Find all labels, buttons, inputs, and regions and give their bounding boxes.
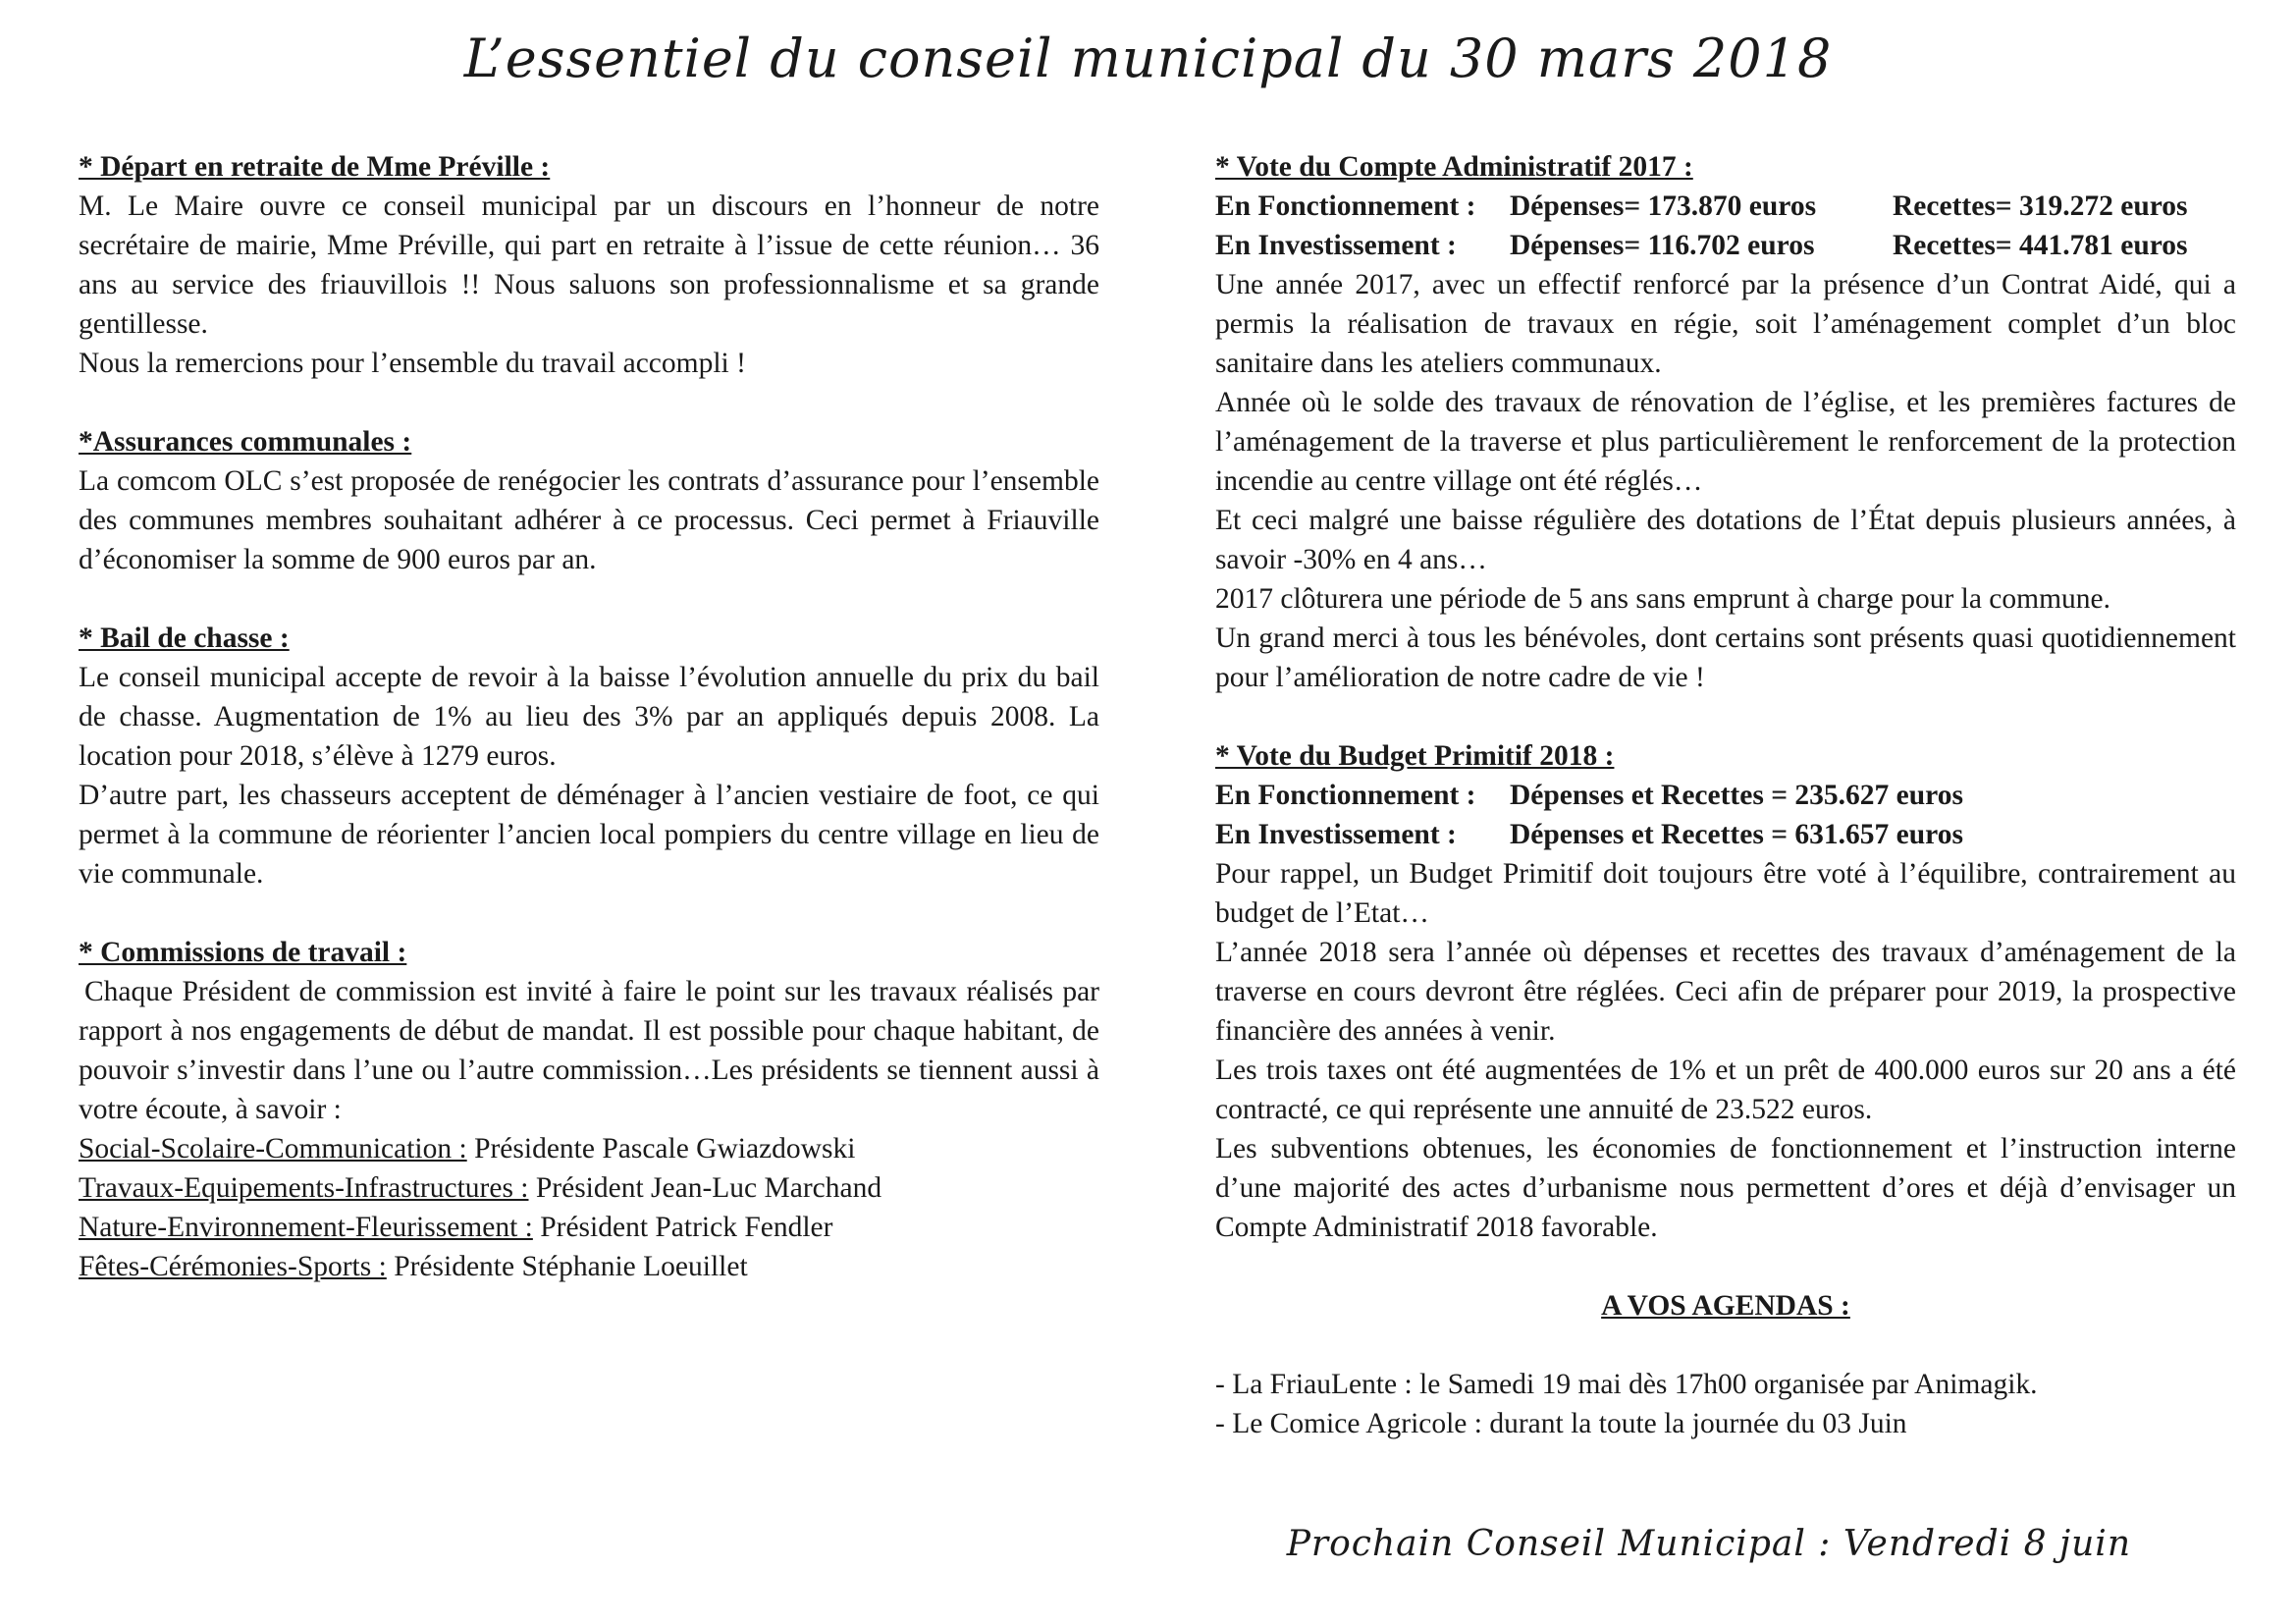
paragraph: D’autre part, les chasseurs acceptent de déménager à l’ancien vestiaire de foot, ce qui permet à la commune de réorienter l’ancien local pompiers du centre village en lieu de vie communale. [79,780,1099,890]
left-column [79,147,1099,1326]
figures-recettes: Recettes= 319.272 euros [1893,190,2188,222]
figures-label: En Investissement : [1215,230,1457,261]
section-bail-chasse [79,619,1099,893]
paragraph: Les trois taxes ont été augmentées de 1% et un prêt de 400.000 euros sur 20 ans a été contracté, ce qui représente une annuité de 23.522 euros. [1215,1055,2236,1125]
commission-president: Président Patrick Fendler [532,1212,833,1243]
commission-president: Présidente Pascale Gwiazdowski [466,1133,856,1164]
paragraph: Année où le solde des travaux de rénovation de l’église, et les premières factures de l’aménagement de la traverse et plus particulièrement le renforcement de la protection incendie au centre village ont été réglés… [1215,387,2236,497]
budget-row-fonctionnement [1215,776,2236,815]
agenda-item: - La FriauLente : le Samedi 19 mai dès 17h00 organisée par Animagik. [1215,1369,2038,1400]
commission-item [79,1208,1099,1247]
section-retraite [79,147,1099,383]
section-heading-commissions: * Commissions de travail : [79,937,407,968]
figures-row-fonctionnement [1215,187,2236,226]
right-column [1215,147,2236,1443]
section-budget-primitif [1215,736,2236,1247]
agenda-heading: A VOS AGENDAS : [1601,1290,1850,1322]
paragraph: Chaque Président de commission est invité à faire le point sur les travaux réalisés par rapport à nos engagements de début de mandat. Il est possible pour chaque habitant, de pouvoir s’investir dans l’une ou l’autre commission…Les présidents se tiennent aussi à votre écoute, à savoir : [79,976,1099,1125]
commission-name: Fêtes-Cérémonies-Sports : [79,1251,387,1282]
paragraph: 2017 clôturera une période de 5 ans sans emprunt à charge pour la commune. [1215,583,2111,615]
section-heading-budget-primitif: * Vote du Budget Primitif 2018 : [1215,740,1615,772]
budget-value: Dépenses et Recettes = 235.627 euros [1510,780,1963,811]
commission-item [79,1168,1099,1208]
paragraph: Une année 2017, avec un effectif renforcé par la présence d’un Contrat Aidé, qui a permis la réalisation de travaux en régie, soit l’aménagement complet d’un bloc sanitaire dans les ateliers communaux. [1215,269,2236,379]
budget-value: Dépenses et Recettes = 631.657 euros [1510,819,1963,850]
commission-item [79,1247,1099,1286]
budget-label: En Investissement : [1215,819,1457,850]
section-heading-retraite: * Départ en retraite de Mme Préville : [79,151,551,183]
paragraph: Un grand merci à tous les bénévoles, dont certains sont présents quasi quotidiennement pour l’amélioration de notre cadre de vie ! [1215,623,2236,693]
commission-name: Social-Scolaire-Communication : [79,1133,467,1164]
paragraph: L’année 2018 sera l’année où dépenses et recettes des travaux d’aménagement de la traverse en cours devront être réglées. Ceci afin de préparer pour 2019, la prospective financière des années à venir. [1215,937,2236,1047]
paragraph: Nous la remercions pour l’ensemble du travail accompli ! [79,348,746,379]
budget-row-investissement [1215,815,2236,854]
paragraph: Et ceci malgré une baisse régulière des dotations de l’État depuis plusieurs années, à savoir -30% en 4 ans… [1215,505,2236,575]
paragraph: Les subventions obtenues, les économies de fonctionnement et l’instruction interne d’une majorité des actes d’urbanisme nous permettent d’ores et déjà d’envisager un Compte Administratif 2018 favorable. [1215,1133,2236,1243]
paragraph: La comcom OLC s’est proposée de renégocier les contrats d’assurance pour l’ensemble des communes membres souhaitant adhérer à ce processus. Ceci permet à Friauville d’économiser la somme de 900 euros par an. [79,465,1099,575]
figures-label: En Fonctionnement : [1215,190,1476,222]
section-heading-bail-chasse: * Bail de chasse : [79,623,290,654]
commission-item [79,1129,1099,1168]
section-heading-assurances: *Assurances communales : [79,426,412,458]
paragraph: Le conseil municipal accepte de revoir à la baisse l’évolution annuelle du prix du bail de chasse. Augmentation de 1% au lieu des 3% par an appliqués depuis 2008. La location pour 2018, s’élève à 1279 euros. [79,662,1099,772]
section-assurances [79,422,1099,579]
agenda-item: - Le Comice Agricole : durant la toute la journée du 03 Juin [1215,1408,1907,1439]
paragraph: Pour rappel, un Budget Primitif doit toujours être voté à l’équilibre, contrairement au budget de l’Etat… [1215,858,2236,929]
figures-row-investissement [1215,226,2236,265]
page-title: L’essentiel du conseil municipal du 30 mars 2018 [463,27,1833,89]
section-agenda [1215,1286,2236,1443]
next-council-note: Prochain Conseil Municipal : Vendredi 8 juin [1286,1524,2131,1564]
commission-president: Présidente Stéphanie Loeuillet [386,1251,748,1282]
commission-president: Président Jean-Luc Marchand [528,1172,882,1204]
section-compte-administratif [1215,147,2236,697]
paragraph: M. Le Maire ouvre ce conseil municipal par un discours en l’honneur de notre secrétaire de mairie, Mme Préville, qui part en retraite à l’issue de cette réunion… 36 ans au service des friauvillois !! Nous saluons son professionnalisme et sa grande gentillesse. [79,190,1099,340]
figures-recettes: Recettes= 441.781 euros [1893,230,2188,261]
budget-label: En Fonctionnement : [1215,780,1476,811]
figures-depenses: Dépenses= 116.702 euros [1510,230,1815,261]
section-heading-compte-administratif: * Vote du Compte Administratif 2017 : [1215,151,1693,183]
figures-depenses: Dépenses= 173.870 euros [1510,190,1817,222]
commission-name: Nature-Environnement-Fleurissement : [79,1212,533,1243]
commission-name: Travaux-Equipements-Infrastructures : [79,1172,529,1204]
section-commissions [79,933,1099,1286]
